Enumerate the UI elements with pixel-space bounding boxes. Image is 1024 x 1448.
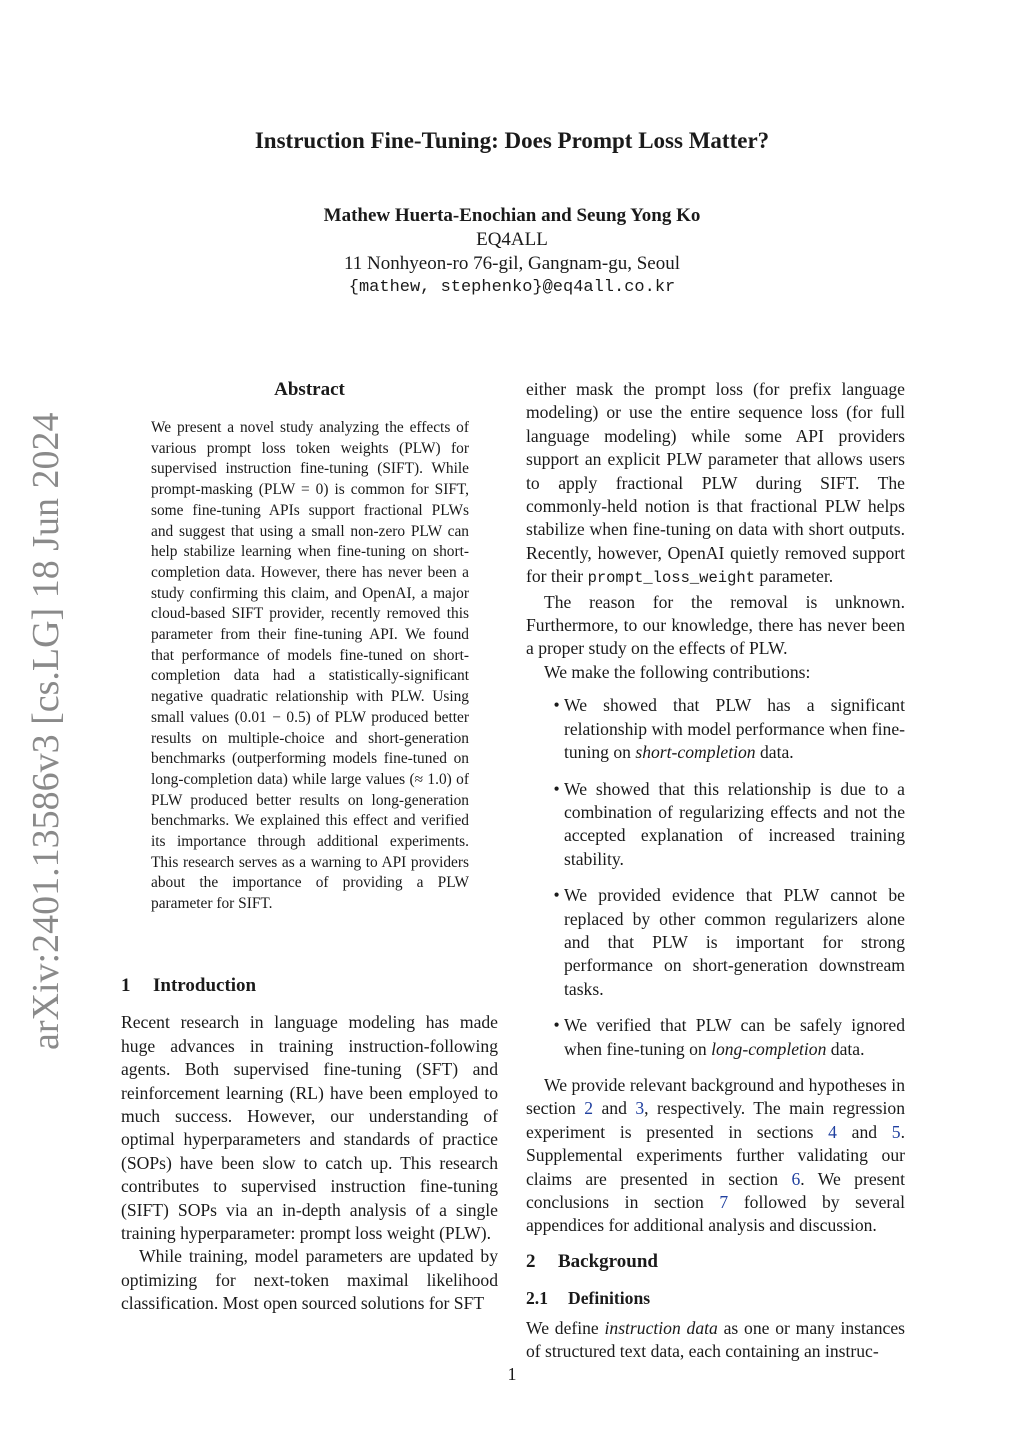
- right-paragraph-2: The reason for the removal is unknown. Furthermore, to our knowledge, there has never been a proper study on the effects of PLW.: [526, 591, 905, 659]
- author-block: [0, 204, 1024, 300]
- intro-paragraph-2: While training, model parameters are updated by optimizing for next-token maximal likelihood classification. Most open sourced solutions for SFT: [121, 1246, 498, 1314]
- section-link[interactable]: 7: [719, 1192, 729, 1212]
- text-span: . We present conclusions in section: [526, 1168, 905, 1212]
- section-number: 2: [526, 1250, 536, 1272]
- section-link[interactable]: 6: [791, 1168, 801, 1189]
- text-span: and: [593, 1098, 636, 1119]
- section-link[interactable]: 4: [828, 1121, 837, 1142]
- right-paragraph-3: We make the following contributions:: [544, 661, 811, 682]
- text-span: as one or many instances of structured text data, each containing an instruc-: [526, 1317, 905, 1362]
- subsection-title: Definitions: [568, 1288, 651, 1309]
- text-span: We define: [526, 1317, 605, 1338]
- text-span: We showed that PLW has a significant relationship with model performance when fine-tuning on: [564, 695, 905, 763]
- section-link[interactable]: 5: [891, 1121, 901, 1142]
- list-item: [564, 694, 905, 764]
- text-span: . Supplemental experiments further validating our claims are presented in section: [526, 1121, 905, 1189]
- text-span: and: [836, 1121, 892, 1142]
- emphasis: short-completion: [635, 742, 756, 763]
- arxiv-identifier: arXiv:2401.13586v3 [cs.LG] 18 Jun 2024: [25, 412, 67, 1050]
- contributions-list: [526, 694, 905, 1061]
- section-heading-introduction: [121, 974, 498, 997]
- text-span: either mask the prompt loss (for prefix language modeling) or use the entire sequence loss (for full language modeling) while some API providers support an explicit PLW parameter that allows users to apply fractional PLW during SIFT. The commonly-held notion is that fractional PLW helps stabilize when fine-tuning on data with short outputs. Recently, however, OpenAI quietly removed support for their: [526, 379, 905, 587]
- section-link[interactable]: 3: [635, 1098, 645, 1119]
- section-heading-background: [526, 1250, 905, 1273]
- text-span: , respectively. The main regression experiment is presented in sections: [526, 1098, 905, 1142]
- emphasis: long-completion: [711, 1038, 827, 1059]
- right-paragraph-5: [526, 1317, 905, 1364]
- section-title: Background: [558, 1250, 658, 1272]
- abstract-body: We present a novel study analyzing the effects of various prompt loss token weights (PLW) for supervised instruction fine-tuning (SIFT). While prompt-masking (PLW = 0) is common for SIFT, some fine-tuning APIs support fractional PLWs and suggest that using a small non-zero PLW can help stabilize learning when fine-tuning on short-completion data. However, there has never been a study confirming this claim, and OpenAI, a major cloud-based SIFT provider, recently removed this parameter from their fine-tuning API. We found that performance of models fine-tuned on short-completion data had a statistically-significant negative quadratic relationship with PLW. Using small values (0.01 − 0.5) of PLW produced better results on multiple-choice and short-generation benchmarks (outperforming models fine-tuned on long-completion data) while large values (≈ 1.0) of PLW produced better results on long-generation benchmarks. We explained this effect and verified its importance through additional experiments. This research serves as a warning to API providers about the importance of providing a PLW parameter for SIFT.: [151, 419, 469, 913]
- emphasis: instruction data: [604, 1317, 718, 1338]
- text-span: data.: [826, 1038, 865, 1059]
- subsection-number: 2.1: [526, 1288, 548, 1309]
- list-item: [564, 1014, 905, 1061]
- list-item: • We provided evidence that PLW cannot be replaced by other common regularizers alone and that PLW is important for strong performance on short-generation downstream tasks.: [564, 884, 905, 1001]
- address: 11 Nonhyeon-ro 76-gil, Gangnam-gu, Seoul: [344, 253, 680, 274]
- text-span: We verified that PLW can be safely ignored when fine-tuning on: [564, 1015, 905, 1059]
- affiliation: EQ4ALL: [476, 229, 548, 250]
- email: {mathew, stephenko}@eq4all.co.kr: [348, 278, 676, 297]
- section-title: Introduction: [153, 975, 257, 996]
- section-link[interactable]: 2: [584, 1098, 594, 1119]
- text-span: followed by several appendices for additional analysis and discussion.: [526, 1192, 905, 1236]
- left-column: [121, 962, 498, 1316]
- text-span: We provide relevant background and hypotheses in section: [526, 1074, 905, 1119]
- right-paragraph-1: [526, 378, 905, 591]
- author-names: Mathew Huerta-Enochian and Seung Yong Ko: [323, 205, 701, 226]
- page-number: 1: [507, 1364, 517, 1384]
- section-number: 1: [121, 975, 131, 996]
- subsection-heading-definitions: [526, 1287, 905, 1310]
- paper-title: Instruction Fine-Tuning: Does Prompt Loss Matter?: [254, 128, 770, 153]
- text-span: data.: [755, 742, 794, 763]
- abstract-heading: Abstract: [274, 379, 345, 400]
- right-paragraph-4: [526, 1074, 905, 1238]
- text-span: parameter.: [755, 566, 834, 587]
- list-item: • We showed that this relationship is due to a combination of regularizing effects and not the accepted explanation of increased training stability.: [564, 778, 905, 872]
- right-column: [526, 378, 905, 1363]
- intro-paragraph-1: Recent research in language modeling has made huge advances in training instruction-following agents. Both supervised fine-tuning (SFT) and reinforcement learning (RL) have been employed to much success. However, our understanding of optimal hyperparameters and standards of practice (SOPs) have been slow to catch up. This research contributes to supervised instruction fine-tuning (SIFT) SOPs via an in-depth analysis of a single training hyperparameter: prompt loss weight (PLW).: [121, 1012, 498, 1244]
- code-span: prompt_loss_weight: [587, 569, 755, 588]
